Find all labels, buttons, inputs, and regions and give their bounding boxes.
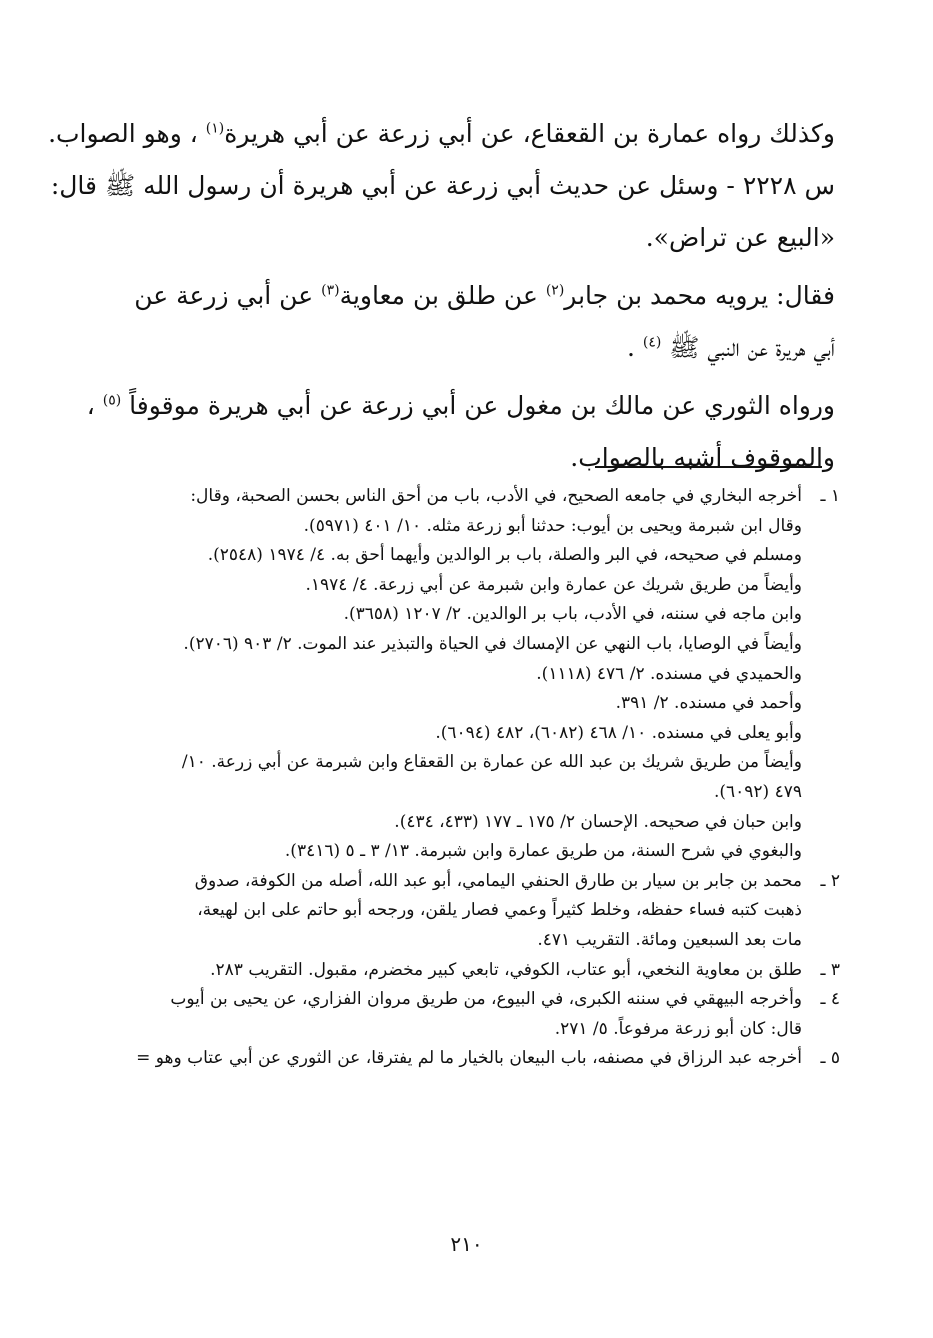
- footnote-ref: (٤): [642, 334, 662, 351]
- footnote-line: وأيضاً من طريق شريك عن عمارة وابن شبرمة عن أبي زرعة. ٤/ ١٩٧٤.: [305, 574, 802, 595]
- footnote-line: محمد بن جابر بن سيار بن طارق الحنفي اليمامي، أبو عبد الله، أصله من الكوفة، صدوق: [194, 870, 802, 891]
- main-line: [110, 270, 835, 322]
- footnote-line: أخرجه البخاري في جامعه الصحيح، في الأدب، باب من أحق الناس بحسن الصحبة، وقال:: [190, 486, 802, 506]
- main-line: س ٢٢٢٨ - وسئل عن حديث أبي زرعة عن أبي هريرة أن رسول الله ﷺ قال:: [50, 171, 835, 200]
- footnote-line: وابن ماجه في سننه، في الأدب، باب بر الوالدين. ٢/ ١٢٠٧ (٣٦٥٨).: [343, 604, 802, 625]
- footnote-line: مات بعد السبعين ومائة. التقريب ٤٧١.: [537, 929, 802, 950]
- footnote-line: أخرجه عبد الرزاق في مصنفه، باب البيعان بالخيار ما لم يفترقا، عن الثوري عن أبي عتاب وهو =: [136, 1048, 802, 1069]
- footnote-line: وأحمد في مسنده. ٢/ ٣٩١.: [615, 693, 802, 714]
- main-text-span: ، وهو الصواب.: [48, 119, 198, 148]
- footnote-number: ١ ـ: [820, 486, 840, 506]
- footnote-ref: (٥): [102, 392, 122, 409]
- main-line: «البيع عن تراض».: [645, 223, 835, 252]
- footnote-line: ٤٧٩ (٦٠٩٢).: [713, 781, 802, 802]
- footnote-line: وقال ابن شبرمة ويحيى بن أيوب: حدثنا أبو زرعة مثله. ١٠/ ٤٠١ (٥٩٧١).: [303, 515, 802, 536]
- main-text-span: عن طلق بن معاوية: [339, 281, 538, 310]
- main-text-span: ،: [86, 391, 95, 420]
- footnote-line: وأيضاً من طريق شريك بن عبد الله عن عمارة بن القعقاع وابن شبرمة عن أبي زرعة. ١٠/: [181, 752, 802, 773]
- main-text: [48, 108, 835, 484]
- footnotes: [105, 482, 840, 1074]
- footnote-line: وأخرجه البيهقي في سننه الكبرى، في البيوع، من طريق مروان الفزاري، عن يحيى بن أيوب: [170, 989, 802, 1010]
- footnote-separator: [595, 466, 822, 468]
- main-text-span: عن أبي زرعة عن: [134, 281, 314, 310]
- footnote-line: قال: كان أبو زرعة مرفوعاً. ٥/ ٢٧١.: [554, 1018, 802, 1039]
- main-text-span: .: [626, 333, 635, 362]
- footnote-line: طلق بن معاوية النخعي، أبو عتاب، الكوفي، تابعي كبير مخضرم، مقبول. التقريب ٢٨٣.: [210, 959, 802, 980]
- footnote-line: ذهبت كتبه فساء حفظه، وخلط كثيراً وعمي فصار يلقن، ورجحه أبو حاتم على ابن لهيعة،: [197, 900, 802, 921]
- main-line: [110, 322, 835, 374]
- footnote-1: [105, 482, 840, 867]
- main-text-span: وكذلك رواه عمارة بن القعقاع، عن أبي زرعة عن أبي هريرة: [224, 119, 835, 148]
- main-text-span: فقال: يرويه محمد بن جابر: [564, 281, 835, 310]
- footnote-4: [105, 985, 840, 1044]
- footnote-line: ومسلم في صحيحه، في البر والصلة، باب بر الوالدين وأيهما أحق به. ٤/ ١٩٧٤ (٢٥٤٨).: [207, 545, 802, 566]
- footnote-number: ٢ ـ: [820, 870, 840, 891]
- main-text-span: ورواه الثوري عن مالك بن مغول عن أبي زرعة عن أبي هريرة موقوفاً: [129, 391, 835, 420]
- footnote-line: والبغوي في شرح السنة، من طريق عمارة وابن شبرمة. ١٣/ ٣ ـ ٥ (٣٤١٦).: [284, 841, 802, 862]
- main-line: والموقوف أشبه بالصواب.: [570, 443, 835, 472]
- footnote-line: وابن حبان في صحيحه. الإحسان ٢/ ١٧٥ ـ ١٧٧ (٤٣٣، ٤٣٤).: [394, 811, 802, 832]
- footnote-number: ٤ ـ: [820, 989, 840, 1010]
- main-line: [48, 108, 835, 160]
- footnote-line: وأبو يعلى في مسنده. ١٠/ ٤٦٨ (٦٠٨٢)، ٤٨٢ (٦٠٩٤).: [435, 722, 802, 743]
- footnote-line: وأيضاً في الوصايا، باب النهي عن الإمساك في الحياة والتبذير عند الموت. ٢/ ٩٠٣ (٢٧٠٦).: [183, 633, 802, 654]
- footnote-2: [105, 867, 840, 956]
- footnote-3: [105, 956, 840, 986]
- footnote-ref: (٢): [545, 282, 565, 299]
- footnote-number: ٥ ـ: [820, 1048, 840, 1069]
- page-number: ٢١٠: [450, 1232, 483, 1256]
- footnote-number: ٣ ـ: [820, 959, 840, 980]
- main-line: [86, 380, 835, 432]
- footnote-ref: (٣): [321, 282, 340, 299]
- footnote-line: والحميدي في مسنده. ٢/ ٤٧٦ (١١١٨).: [536, 663, 802, 684]
- footnote-ref: (١): [205, 120, 225, 137]
- main-text-span: أبي هريرة عن النبي ﷺ: [669, 333, 835, 362]
- footnote-5: [105, 1044, 840, 1074]
